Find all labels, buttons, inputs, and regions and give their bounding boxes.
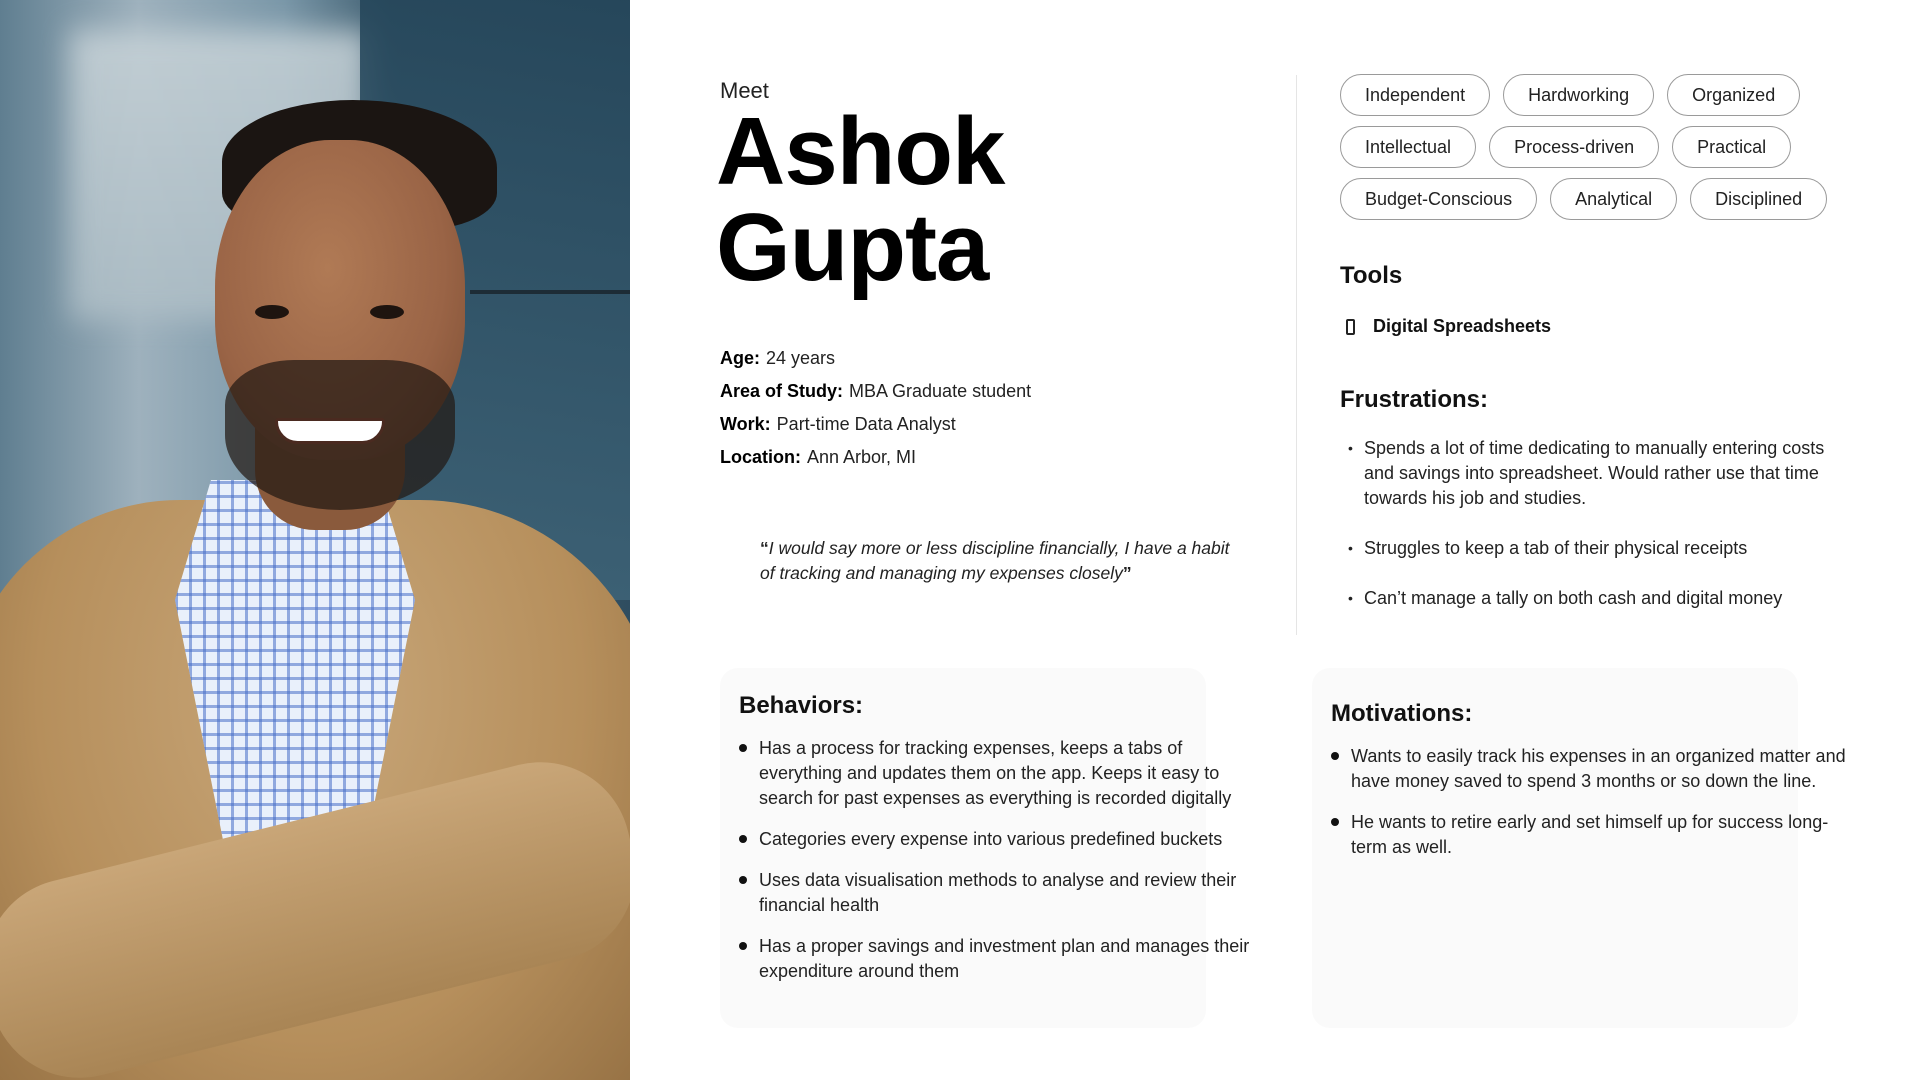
frustrations-heading: Frustrations: bbox=[1340, 386, 1489, 413]
phone-icon bbox=[1346, 319, 1355, 335]
info-study: Area of Study: MBA Graduate student bbox=[720, 381, 1032, 401]
tool-item bbox=[1346, 316, 1551, 337]
persona-name bbox=[716, 98, 1005, 301]
persona-info bbox=[720, 342, 1031, 474]
trait-tag: Budget-Conscious bbox=[1340, 178, 1537, 220]
trait-tag: Intellectual bbox=[1340, 126, 1476, 168]
last-name: Gupta bbox=[716, 194, 989, 301]
behaviors-list bbox=[739, 736, 1259, 984]
info-age: Age: 24 years bbox=[720, 348, 836, 368]
list-item: Wants to easily track his expenses in an organized matter and have money saved to spend 3 months or so down the line. bbox=[1331, 744, 1851, 794]
list-item: Has a process for tracking expenses, keeps a tabs of everything and updates them on the app. Keeps it easy to search for past expenses as everything is recorded digitally bbox=[739, 736, 1259, 811]
first-name: Ashok bbox=[716, 98, 1005, 205]
info-work: Work: Part-time Data Analyst bbox=[720, 414, 956, 434]
motivations-heading: Motivations: bbox=[1331, 700, 1473, 727]
info-location: Location: Ann Arbor, MI bbox=[720, 447, 917, 467]
quote-text: I would say more or less discipline financially, I have a habit of tracking and managing my expenses closely bbox=[760, 538, 1230, 583]
trait-tags bbox=[1340, 74, 1880, 230]
frustrations-list bbox=[1348, 436, 1858, 636]
list-item: Has a proper savings and investment plan and manages their expenditure around them bbox=[739, 934, 1259, 984]
meet-label: Meet bbox=[720, 78, 769, 103]
list-item: He wants to retire early and set himself up for success long-term as well. bbox=[1331, 810, 1851, 860]
column-divider bbox=[1296, 75, 1297, 635]
trait-tag: Disciplined bbox=[1690, 178, 1827, 220]
behaviors-heading: Behaviors: bbox=[739, 692, 864, 719]
persona-quote: “I would say more or less discipline financially, I have a habit of tracking and managing my expenses closely” bbox=[760, 538, 1230, 583]
motivations-list bbox=[1331, 744, 1851, 860]
tool-label: Digital Spreadsheets bbox=[1373, 316, 1552, 336]
list-item: Categories every expense into various predefined buckets bbox=[739, 827, 1259, 852]
list-item: • Can’t manage a tally on both cash and digital money bbox=[1348, 586, 1858, 611]
trait-tag: Process-driven bbox=[1489, 126, 1659, 168]
trait-tag: Practical bbox=[1672, 126, 1791, 168]
motivations-card bbox=[1312, 668, 1846, 1028]
list-item: • Struggles to keep a tab of their physical receipts bbox=[1348, 536, 1858, 561]
trait-tag: Organized bbox=[1667, 74, 1800, 116]
trait-tag: Independent bbox=[1340, 74, 1490, 116]
trait-tag: Hardworking bbox=[1503, 74, 1654, 116]
trait-tag: Analytical bbox=[1550, 178, 1677, 220]
behaviors-card bbox=[720, 668, 1250, 1028]
persona-photo bbox=[0, 0, 630, 1080]
list-item: Uses data visualisation methods to analyse and review their financial health bbox=[739, 868, 1259, 918]
list-item: • Spends a lot of time dedicating to manually entering costs and savings into spreadsheet. Would rather use that time towards his job and studies. bbox=[1348, 436, 1858, 511]
tools-heading: Tools bbox=[1340, 262, 1403, 289]
